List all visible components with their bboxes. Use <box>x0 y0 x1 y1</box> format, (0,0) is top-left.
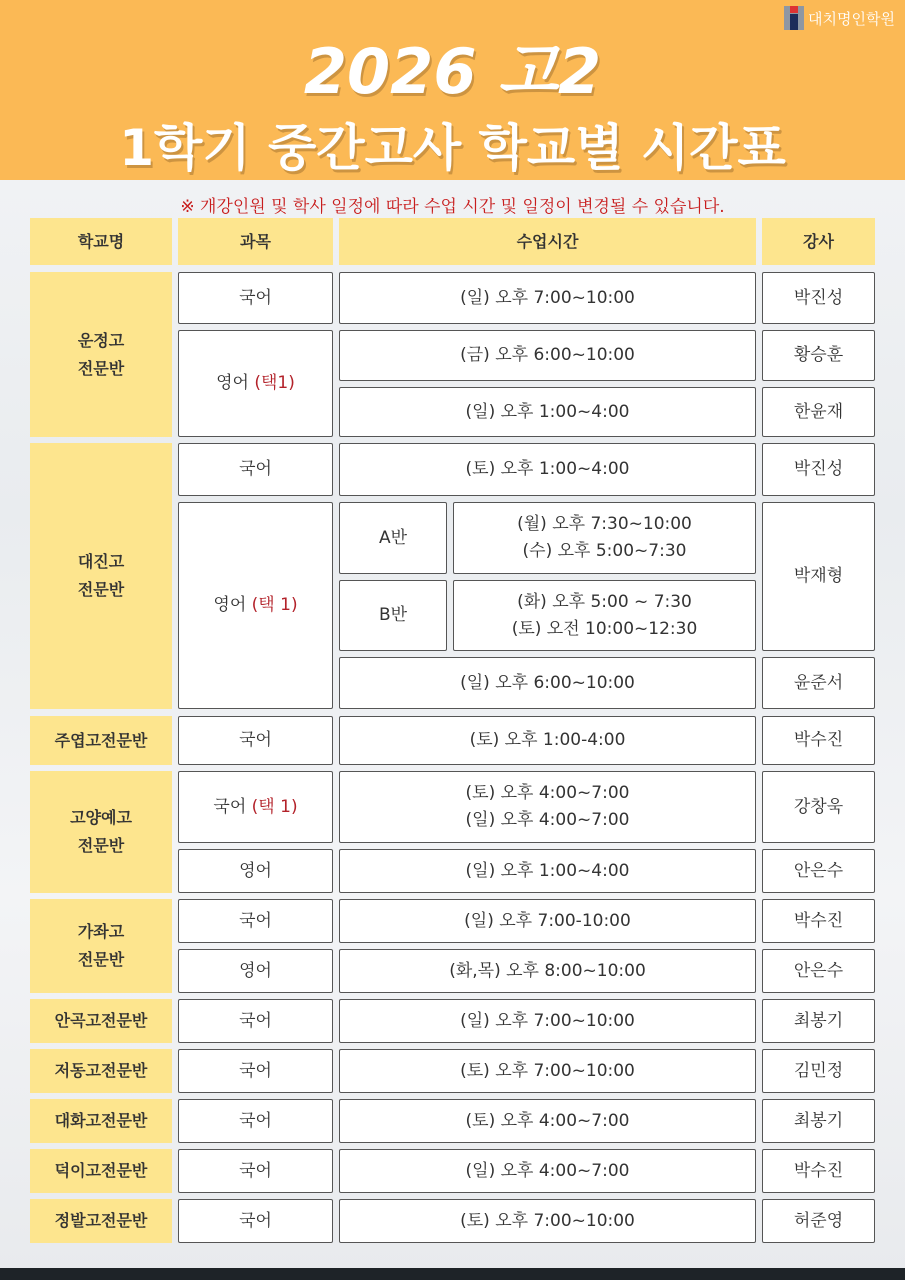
class-time-line <box>460 342 635 369</box>
teacher-cell <box>762 1099 875 1143</box>
school-name-cell <box>30 1049 172 1093</box>
subject-line <box>216 370 295 397</box>
class-time-cell <box>339 716 756 765</box>
teacher-line <box>794 858 843 885</box>
teacher-line <box>794 342 843 369</box>
teacher: 최봉기 <box>793 1010 844 1031</box>
class-group: B반 <box>378 605 408 625</box>
school-name-line: 안곡고전문반 <box>54 1011 148 1030</box>
header-time-cell <box>339 218 756 265</box>
teacher-cell <box>762 899 875 943</box>
school-name-line: 가좌고 <box>77 922 125 941</box>
subject-cell <box>178 502 333 709</box>
subject-cell <box>178 899 333 943</box>
school-name-cell <box>30 1099 172 1143</box>
subject-line <box>239 1108 272 1135</box>
teacher-cell <box>762 949 875 993</box>
class-time: (일) 오후 7:00~10:00 <box>460 287 635 308</box>
subject: 국어 <box>239 1160 272 1181</box>
class-time-line: (일) 오후 4:00~7:00 <box>465 810 630 830</box>
school-name-cell <box>30 999 172 1043</box>
class-time-cell <box>339 657 756 709</box>
teacher-cell <box>762 1049 875 1093</box>
subject: 영어 <box>216 373 249 393</box>
teacher-cell <box>762 999 875 1043</box>
school-name-line: 전문반 <box>77 580 125 599</box>
subject-line <box>213 592 297 619</box>
class-time: (토) 오후 1:00-4:00 <box>469 730 626 750</box>
class-time-line: (수) 오후 5:00~7:30 <box>522 541 687 561</box>
class-group-cell <box>339 580 447 651</box>
subject-cell <box>178 949 333 993</box>
class-time-line <box>466 1158 630 1185</box>
class-time-line <box>466 1108 630 1135</box>
teacher-line <box>794 399 843 426</box>
subject: 국어 <box>239 459 272 479</box>
subject-line <box>239 727 272 754</box>
teacher-cell <box>762 1199 875 1243</box>
teacher-line <box>794 1108 843 1135</box>
teacher: 박수진 <box>793 730 844 750</box>
school-name-line: 고양예고 <box>70 808 132 827</box>
subject: 영어 <box>213 595 247 615</box>
subject-cell <box>178 1199 333 1243</box>
school-name-cell <box>30 716 172 765</box>
class-time-cell <box>339 387 756 437</box>
notice-text: ※ 개강인원 및 학사 일정에 따라 수업 시간 및 일정이 변경될 수 있습니다. <box>180 197 725 217</box>
subject-line <box>213 794 297 821</box>
class-time-cell <box>339 771 756 843</box>
subject-line <box>239 285 272 312</box>
class-time: (토) 오후 7:00~10:00 <box>460 1060 635 1081</box>
subject: 국어 <box>239 730 272 750</box>
teacher: 황승훈 <box>793 345 844 365</box>
subject-line <box>239 908 272 935</box>
header-subject-line <box>240 228 271 255</box>
class-time-cell <box>339 899 756 943</box>
class-time-cell <box>339 1199 756 1243</box>
teacher-line <box>794 1008 843 1035</box>
class-time: (일) 오후 6:00~10:00 <box>460 672 635 693</box>
header-time-line <box>517 228 579 255</box>
school-name-line: 저동고전문반 <box>54 1061 148 1080</box>
subject-cell <box>178 1049 333 1093</box>
teacher-cell <box>762 1149 875 1193</box>
class-time-line <box>460 1008 635 1035</box>
teacher: 최봉기 <box>793 1110 844 1131</box>
subject: 국어 <box>213 796 247 817</box>
class-group-line <box>379 602 407 629</box>
teacher: 안은수 <box>793 960 844 981</box>
subject: 국어 <box>239 1110 272 1131</box>
teacher-cell <box>762 443 875 496</box>
teacher-cell <box>762 771 875 843</box>
subject: 영어 <box>239 860 272 881</box>
class-time: (일) 오후 1:00~4:00 <box>465 860 630 881</box>
teacher-line <box>794 670 843 697</box>
teacher-cell <box>762 849 875 893</box>
teacher-cell <box>762 272 875 324</box>
school-name-cell <box>30 899 172 993</box>
header-subject-cell <box>178 218 333 265</box>
teacher: 강창욱 <box>793 796 844 817</box>
header-subject: 과목 <box>240 232 271 251</box>
class-time-cell <box>339 849 756 893</box>
school-name-cell <box>30 443 172 709</box>
header-school-line <box>78 228 124 255</box>
class-time-cell <box>339 272 756 324</box>
subject: 국어 <box>239 1210 272 1231</box>
subject-cell <box>178 1099 333 1143</box>
school-name-cell <box>30 272 172 437</box>
school-name-line: 대화고전문반 <box>54 1111 148 1130</box>
header-teacher-line <box>803 228 834 255</box>
teacher: 안은수 <box>793 860 844 881</box>
subject-line <box>239 958 272 985</box>
subject-cell <box>178 330 333 437</box>
class-time-line: (월) 오후 7:30~10:00 <box>517 514 692 534</box>
subject-cell <box>178 849 333 893</box>
teacher-cell <box>762 502 875 651</box>
school-name-line: 전문반 <box>77 836 125 855</box>
class-time: (토) 오후 4:00~7:00 <box>465 1110 630 1131</box>
teacher: 박재형 <box>793 566 844 586</box>
teacher-line <box>794 1158 843 1185</box>
class-time: (일) 오후 7:00~10:00 <box>460 1010 635 1031</box>
class-time-cell <box>339 443 756 496</box>
teacher-line <box>794 727 843 754</box>
teacher-line <box>794 1208 843 1235</box>
teacher: 한윤재 <box>793 401 844 422</box>
subject-cell <box>178 1149 333 1193</box>
header-teacher-cell <box>762 218 875 265</box>
class-time-line: (토) 오후 4:00~7:00 <box>465 783 630 803</box>
school-name-line: 대진고 <box>77 552 125 571</box>
teacher-line <box>794 958 843 985</box>
teacher: 윤준서 <box>793 672 844 693</box>
school-name-line: 전문반 <box>77 358 125 378</box>
class-time-cell <box>339 949 756 993</box>
elective-tag: (택1) <box>254 373 295 393</box>
school-name-line: 덕이고전문반 <box>54 1161 148 1180</box>
school-name-line: 정발고전문반 <box>54 1211 148 1230</box>
subject-cell <box>178 272 333 324</box>
class-time: (일) 오후 4:00~7:00 <box>465 1160 630 1181</box>
class-group: A반 <box>378 527 408 548</box>
class-time: (토) 오후 1:00~4:00 <box>465 459 630 479</box>
teacher-cell <box>762 387 875 437</box>
school-name-cell <box>30 1149 172 1193</box>
school-name-line: 전문반 <box>77 950 125 969</box>
teacher: 박진성 <box>793 459 844 479</box>
class-time-line <box>464 908 631 935</box>
subject: 국어 <box>239 287 272 308</box>
class-time-line <box>470 727 626 754</box>
school-name-cell <box>30 1199 172 1243</box>
teacher-line <box>794 1058 843 1085</box>
class-time-line <box>460 285 635 312</box>
teacher-cell <box>762 657 875 709</box>
class-time-cell <box>339 1149 756 1193</box>
class-group-line <box>379 525 407 552</box>
teacher-cell <box>762 330 875 381</box>
teacher-line <box>794 456 843 483</box>
subject-cell <box>178 443 333 496</box>
class-group-cell <box>339 502 447 574</box>
subject: 영어 <box>239 960 272 981</box>
page-title: 1학기 중간고사 학교별 시간표 <box>119 119 786 177</box>
teacher: 박진성 <box>793 287 844 308</box>
header-school-cell <box>30 218 172 265</box>
class-time-line: (토) 오전 10:00~12:30 <box>511 618 698 639</box>
logo-text: 대치명인학원 <box>808 9 895 28</box>
subject-line <box>239 456 272 483</box>
class-time-line <box>460 1058 635 1085</box>
school-name-cell <box>30 771 172 893</box>
teacher-line <box>794 563 843 590</box>
subject: 국어 <box>239 1060 272 1081</box>
title-year-grade: 2026 고2 <box>303 35 602 108</box>
subject-cell <box>178 999 333 1043</box>
teacher-line <box>794 794 843 821</box>
subject-line <box>239 1058 272 1085</box>
teacher: 박수진 <box>793 910 844 931</box>
teacher: 박수진 <box>793 1160 844 1181</box>
elective-tag: (택 1) <box>251 796 298 817</box>
class-time-cell <box>339 999 756 1043</box>
class-time-line <box>466 858 630 885</box>
teacher-line <box>794 908 843 935</box>
class-time-cell <box>453 502 756 574</box>
class-time: (화,목) 오후 8:00~10:00 <box>449 960 646 981</box>
teacher-line <box>794 285 843 312</box>
class-time-line: (화) 오후 5:00 ~ 7:30 <box>517 591 692 612</box>
class-time: (일) 오후 7:00-10:00 <box>464 910 631 931</box>
elective-tag: (택 1) <box>251 595 298 615</box>
subject-line <box>239 1008 272 1035</box>
class-time-line <box>460 1208 635 1235</box>
header-teacher: 강사 <box>803 232 834 251</box>
header-school: 학교명 <box>77 232 125 251</box>
class-time-cell <box>339 330 756 381</box>
class-time: (금) 오후 6:00~10:00 <box>460 345 635 365</box>
subject-line <box>239 1158 272 1185</box>
class-time: (토) 오후 7:00~10:00 <box>460 1210 635 1231</box>
class-time-cell <box>453 580 756 651</box>
teacher: 허준영 <box>793 1210 844 1231</box>
class-time-line <box>466 399 630 426</box>
subject-line <box>239 858 272 885</box>
class-time-line <box>449 958 646 985</box>
subject: 국어 <box>239 910 272 931</box>
class-time: (일) 오후 1:00~4:00 <box>465 401 630 422</box>
subject-cell <box>178 716 333 765</box>
subject: 국어 <box>239 1010 272 1031</box>
class-time-line <box>460 670 635 697</box>
teacher: 김민정 <box>793 1060 844 1081</box>
class-time-cell <box>339 1049 756 1093</box>
subject-cell <box>178 771 333 843</box>
footer-bar <box>0 1268 905 1280</box>
subject-line <box>239 1208 272 1235</box>
school-name-line: 주엽고전문반 <box>54 730 148 750</box>
class-time-cell <box>339 1099 756 1143</box>
class-time-line <box>466 456 630 483</box>
header-time: 수업시간 <box>516 232 579 251</box>
teacher-cell <box>762 716 875 765</box>
school-name-line: 운정고 <box>77 330 125 350</box>
